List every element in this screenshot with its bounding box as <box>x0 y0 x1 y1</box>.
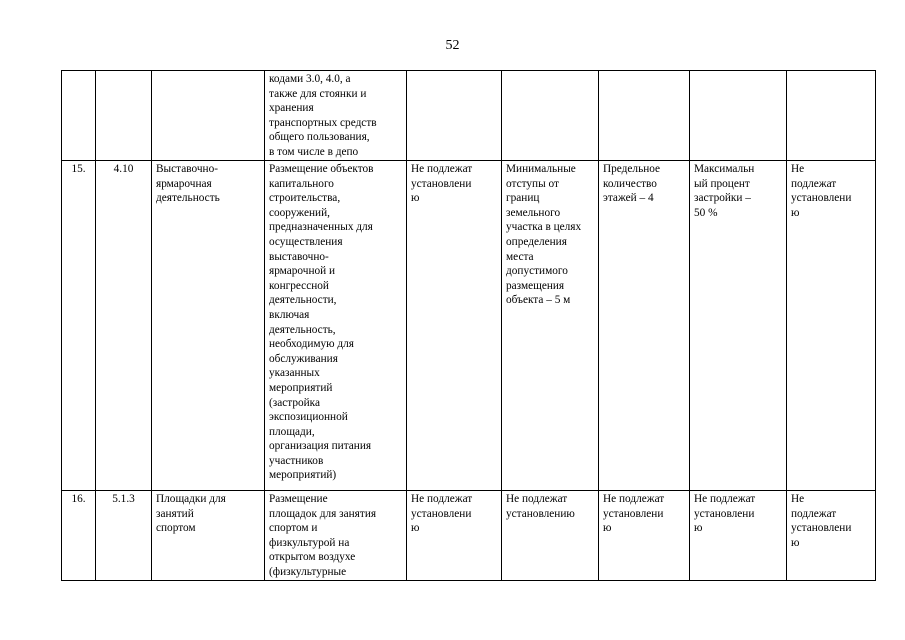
page-number: 52 <box>445 38 460 53</box>
cell-use-name: Площадки для занятий спортом <box>152 491 265 581</box>
cell-floors <box>599 71 690 161</box>
cell-use-description: кодами 3.0, 4.0, а также для стоянки и хранения транспортных средств общего пользования, в том числе в депо <box>265 71 407 161</box>
cell-floors: Предельное количество этажей – 4 <box>599 161 690 491</box>
cell-coverage: Не подлежат установлени ю <box>690 491 787 581</box>
cell-code: 4.10 <box>96 161 152 491</box>
cell-use-name: Выставочно- ярмарочная деятельность <box>152 161 265 491</box>
cell-other-params: Не подлежат установлени ю <box>787 491 876 581</box>
cell-other-params <box>787 71 876 161</box>
cell-setbacks <box>502 71 599 161</box>
cell-setbacks: Не подлежат установлению <box>502 491 599 581</box>
table-row-continuation <box>62 71 876 161</box>
table-row-15 <box>62 161 876 491</box>
cell-floors: Не подлежат установлени ю <box>599 491 690 581</box>
land-use-table <box>61 70 876 581</box>
cell-code <box>96 71 152 161</box>
cell-number: 16. <box>62 491 96 581</box>
cell-number <box>62 71 96 161</box>
cell-coverage: Максимальн ый процент застройки – 50 % <box>690 161 787 491</box>
table-row-16 <box>62 491 876 581</box>
cell-coverage <box>690 71 787 161</box>
cell-number: 15. <box>62 161 96 491</box>
cell-use-description: Размещение объектов капитального строительства, сооружений, предназначенных для осуществления выставочно- ярмарочной и конгрессной деятельности, включая деятельность, необходимую для обслуживания указанных мероприятий (застройка экспозиционной площади, организация питания участников мероприятий) <box>265 161 407 491</box>
cell-plot-size: Не подлежат установлени ю <box>407 161 502 491</box>
cell-plot-size: Не подлежат установлени ю <box>407 491 502 581</box>
cell-use-description: Размещение площадок для занятия спортом и физкультурой на открытом воздухе (физкультурные <box>265 491 407 581</box>
cell-other-params: Не подлежат установлени ю <box>787 161 876 491</box>
cell-use-name <box>152 71 265 161</box>
cell-setbacks: Минимальные отступы от границ земельного участка в целях определения места допустимого размещения объекта – 5 м <box>502 161 599 491</box>
cell-code: 5.1.3 <box>96 491 152 581</box>
cell-plot-size <box>407 71 502 161</box>
